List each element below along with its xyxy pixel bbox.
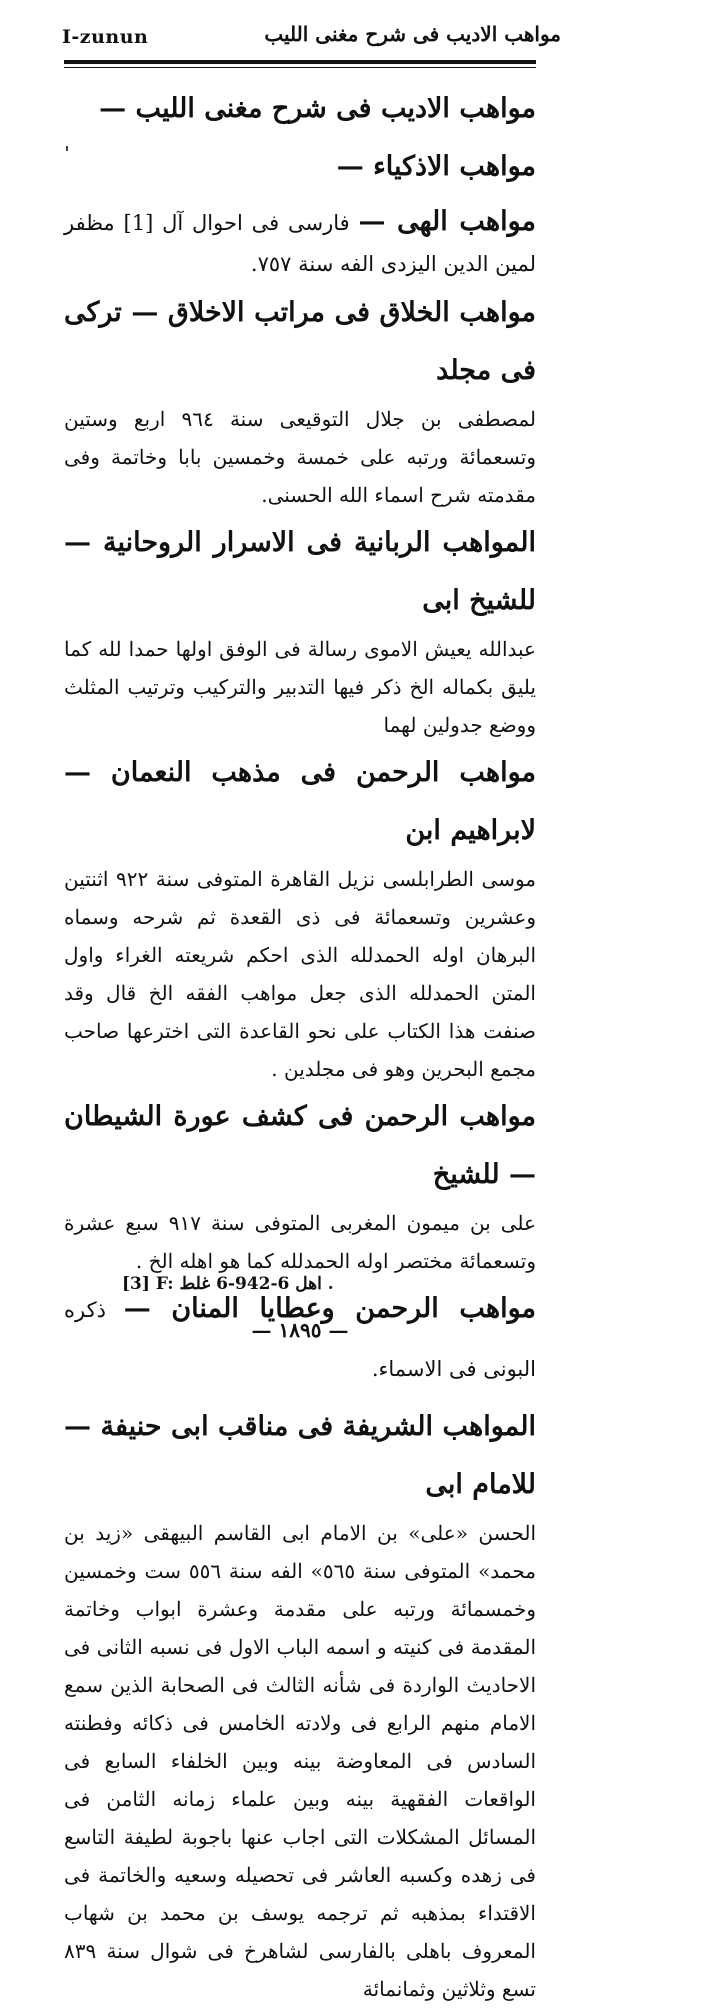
entry-text: على بن ميمون المغربى المتوفى سنة ٩١٧ سبع عشرة وتسعمائة مختصر اوله الحمدلله كما هو اهله الخ . [64, 1211, 536, 1273]
entry-heading: مواهب الاذكياء — [336, 151, 536, 182]
entry-heading: المواهب الربانية فى الاسرار الروحانية — للشيخ ابى [64, 527, 536, 616]
entry-1 [64, 80, 536, 138]
entry-5 [64, 514, 536, 744]
entry-heading: مواهب الرحمن وعطايا المنان — ذكره البونى فى الاسماء. [64, 1293, 536, 1381]
entry-heading: مواهب الرحمن فى كشف عورة الشيطان — للشيخ [64, 1101, 536, 1190]
entry-2 [64, 138, 536, 196]
entry-9 [64, 1398, 536, 2008]
entry-heading: المواهب الشريفة فى مناقب ابى حنيفة — للامام ابى [64, 1411, 536, 1500]
entry-heading: مواهب الرحمن فى مذهب النعمان — لابراهيم ابن [64, 757, 536, 846]
running-header-left: I-zunun [62, 26, 149, 48]
entry-7 [64, 1088, 536, 1280]
entry-text: لمصطفى بن جلال التوقيعى سنة ٩٦٤ اربع وستين وتسعمائة ورتبه على خمسة وخمسين بابا وخاتمة وفى مقدمته شرح اسماء الله الحسنى. [64, 407, 536, 507]
entries-column [64, 80, 536, 2008]
running-header-title: مواهب الاديب فى شرح مغنى الليب [264, 22, 561, 46]
entry-text: موسى الطرابلسى نزيل القاهرة المتوفى سنة ٩٢٢ اثنتين وعشرين وتسعمائة فى ذى القعدة ثم شرحه وسماه البرهان اوله الحمدلله الذى احكم شريعته الغراء واول المتن الحمدلله الذى جعل مواهب الفقه الخ قال وقد صنفت هذا الكتاب على نحو القاعدة التى اخترعها صاحب مجمع البحرين وهو فى مجلدين . [64, 867, 536, 1081]
entry-text: عبدالله يعيش الاموى رسالة فى الوفق اولها حمدا لله كما يليق بكماله الخ ذكر فيها التدبير والتركيب وترتيب المثلث ووضع جدولين لهما [64, 637, 536, 737]
entry-text: الحسن «على» بن الامام ابى القاسم البيهقى «زيد بن محمد» المتوفى سنة ٥٦٥» الفه سنة ٥٥٦ ست وخمسين وخمسمائة ورتبه على مقدمة وعشرة ابواب وخاتمة المقدمة فى كنيته و اسمه الباب الاول فى نسبه الثانى فى الاحاديث الواردة فى شأنه الثالث فى الصحابة الذين سمع الامام منهم الرابع فى ولادته الخامس فى ذكائه وفطنته السادس فى المعاوضة بينه وبين الخلفاء السابع فى الواقعات الفقهية بينه وبين علماء زمانه الثامن فى المسائل المشكلات التى اجاب عنها باجوبة لطيفة التاسع فى زهده وكسبه العاشر فى تحصيله وسعيه والخاتمة فى الاقتداء بمذهبه ثم ترجمه يوسف بن محمد بن شهاب المعروف باهلى بالفارسى لشاهرخ فى شوال سنة ٨٣٩ تسع وثلاثين وثمانمائة [64, 1521, 536, 2001]
entry-4 [64, 284, 536, 514]
header-rule-thin [64, 67, 536, 68]
header-rule-thick [64, 60, 536, 64]
footnote: [3] F: اهل 6-942-6 غلط . [122, 1274, 334, 1294]
entry-heading: مواهب الاديب فى شرح مغنى الليب — [99, 93, 536, 124]
entry-heading: مواهب الهى — فارسى فى احوال آل [1] مظفر لمين الدين اليزدى الفه سنة ٧٥٧. [64, 206, 537, 276]
entry-3 [64, 202, 536, 284]
page-number: — ١٨٩٥ — [251, 1318, 349, 1342]
entry-heading: مواهب الخلاق فى مراتب الاخلاق — تركى فى مجلد [64, 297, 536, 386]
entry-6 [64, 744, 536, 1088]
